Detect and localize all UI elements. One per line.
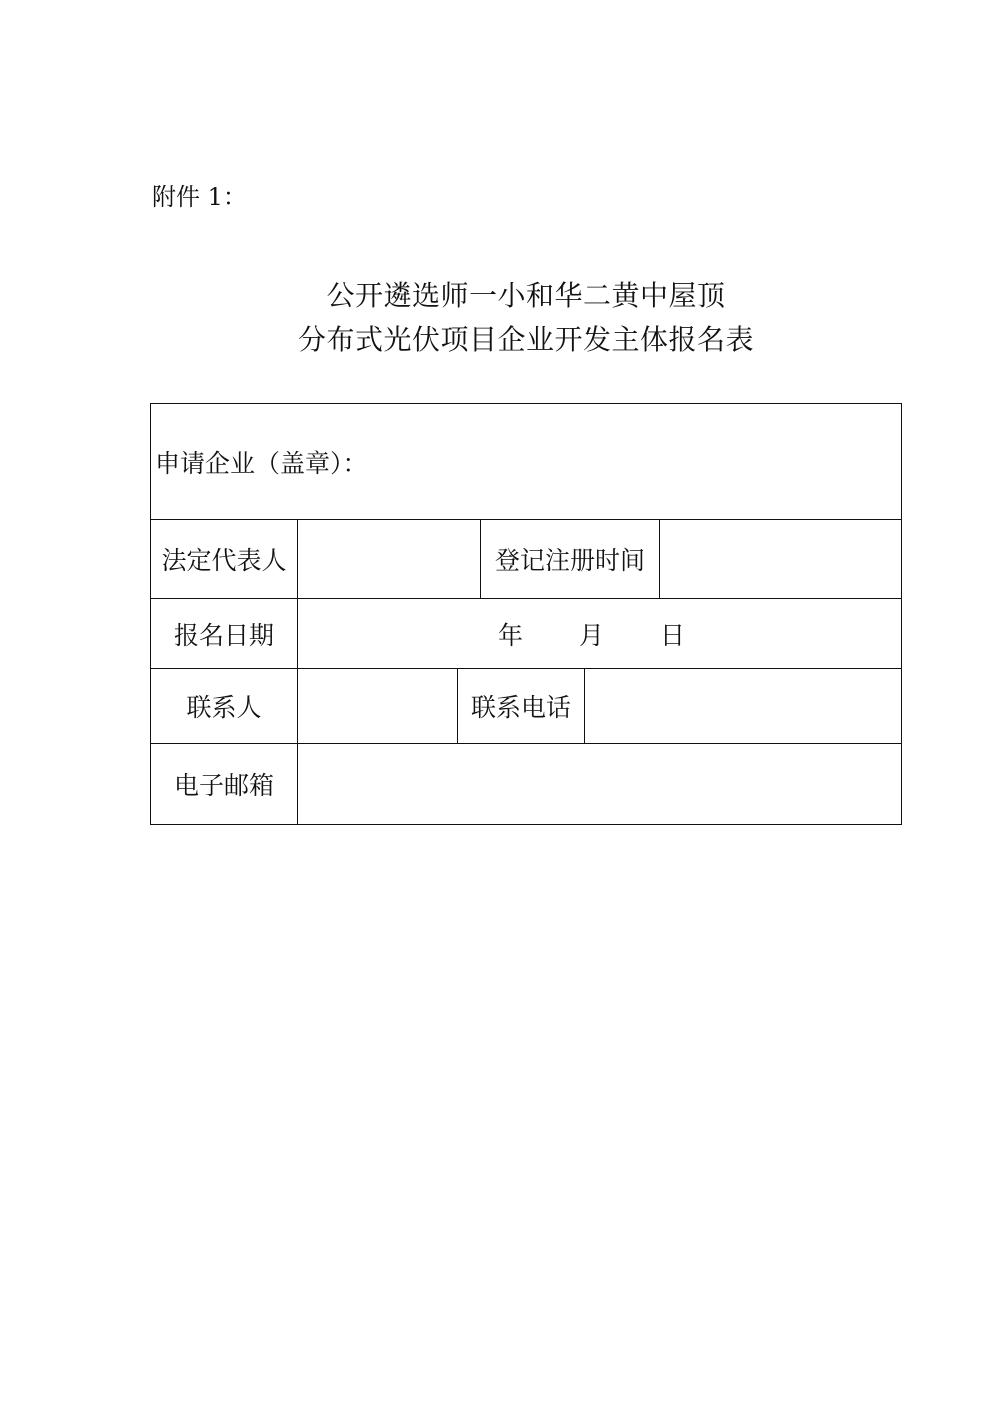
legal-rep-label-cell [150,519,298,599]
phone-label: 联系电话 [470,693,571,722]
applicant-company-label: 申请企业（盖章）： [155,448,368,478]
registration-form-table [150,403,902,825]
applicant-company-cell[interactable] [150,403,902,520]
form-title-line1: 公开遴选师一小和华二黄中屋顶 [326,279,726,312]
phone-field[interactable] [584,668,902,744]
date-month-label: 月 [578,620,604,650]
signup-date-label: 报名日期 [173,620,274,650]
reg-time-label: 登记注册时间 [494,546,645,575]
phone-label-cell [457,668,585,744]
contact-field[interactable] [297,668,458,744]
date-day-label: 日 [660,620,686,650]
attachment-label: 附件 1： [152,183,247,211]
legal-rep-label: 法定代表人 [161,546,287,575]
signup-date-label-cell [150,598,298,669]
signup-date-field[interactable] [297,598,902,669]
reg-time-field[interactable] [659,519,902,599]
reg-time-label-cell [480,519,660,599]
email-label-cell [150,743,298,825]
email-field[interactable] [297,743,902,825]
form-title-line2: 分布式光伏项目企业开发主体报名表 [297,323,754,356]
date-year-label: 年 [497,620,523,650]
legal-rep-field[interactable] [297,519,481,599]
contact-label-cell [150,668,298,744]
email-label: 电子邮箱 [173,771,274,800]
contact-label: 联系人 [186,693,262,722]
